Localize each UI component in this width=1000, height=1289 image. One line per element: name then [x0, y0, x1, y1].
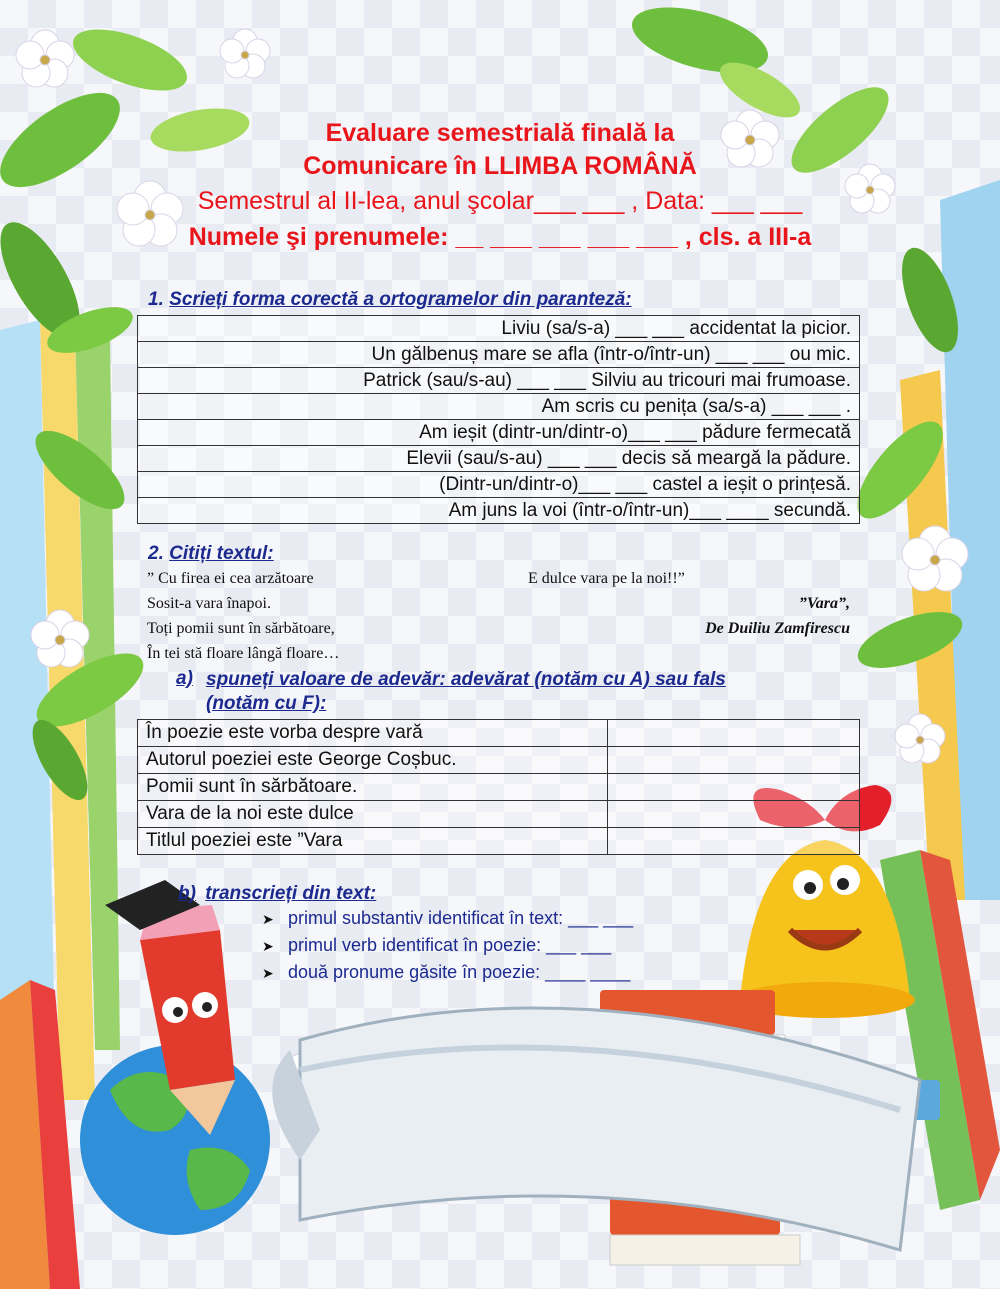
- table-row: [138, 368, 860, 394]
- part-a-text-line-1: spuneți valoare de adevăr: adevărat (notăm cu A) sau fals: [206, 669, 726, 690]
- table-row: [138, 828, 860, 855]
- part-a-text-line-2: (notăm cu F):: [206, 693, 327, 714]
- exercise-1-heading: [148, 289, 632, 311]
- sentence-cell[interactable]: Liviu (sa/s-a) ___ ___ accidentat la picior.: [138, 316, 860, 342]
- ribbon-banner-decoration: [272, 1008, 920, 1250]
- part-a-label: [176, 668, 193, 690]
- arrow-bullet-icon: ➤: [262, 938, 274, 954]
- part-b-heading: [178, 883, 376, 905]
- statement-cell: Titlul poeziei este ”Vara: [138, 828, 608, 855]
- poem-title: ”Vara”,: [798, 595, 850, 612]
- sentence-cell[interactable]: Am juns la voi (într-o/într-un)___ ____ secundă.: [138, 498, 860, 524]
- sentence-cell[interactable]: Elevii (sau/s-au) ___ ___ decis să meargă la pădure.: [138, 446, 860, 472]
- title-line-1: Evaluare semestrială finală la: [325, 119, 675, 147]
- exercise-1-table: [137, 315, 860, 524]
- exercise-1-number: 1.: [148, 289, 164, 310]
- list-item-text[interactable]: două pronume găsite în poezie: ____ ____: [288, 962, 631, 982]
- poem-line-1: ” Cu firea ei cea arzătoare: [147, 570, 314, 587]
- exercise-2-title: Citiți textul:: [169, 543, 274, 564]
- exercise-2-number: 2.: [148, 543, 164, 564]
- exercise-2-heading: [148, 543, 274, 565]
- table-row: [138, 472, 860, 498]
- answer-cell[interactable]: [608, 774, 860, 801]
- statement-cell: Autorul poeziei este George Coșbuc.: [138, 747, 608, 774]
- list-item: [262, 935, 611, 956]
- poem-line-5: E dulce vara pe la noi!!”: [528, 570, 685, 587]
- list-item-text[interactable]: primul verb identificat în poezie: ___ ___: [288, 935, 612, 955]
- table-row: [138, 774, 860, 801]
- statement-cell: Pomii sunt în sărbătoare.: [138, 774, 608, 801]
- answer-cell[interactable]: [608, 801, 860, 828]
- list-item: [262, 962, 630, 983]
- exercise-1-title: Scrieți forma corectă a ortogramelor din paranteză:: [169, 289, 632, 310]
- poem-line-2: Sosit-a vara înapoi.: [147, 595, 271, 612]
- arrow-bullet-icon: ➤: [262, 911, 274, 927]
- sentence-cell[interactable]: Am ieșit (dintr-un/dintr-o)___ ___ pădure fermecată: [138, 420, 860, 446]
- table-row: [138, 342, 860, 368]
- sentence-cell[interactable]: (Dintr-un/dintr-o)___ ___ castel a ieșit o prințesă.: [138, 472, 860, 498]
- table-row: [138, 420, 860, 446]
- title-line-2: Comunicare în LLIMBA ROMÂNĂ: [303, 152, 697, 180]
- sentence-cell[interactable]: Am scris cu penița (sa/s-a) ___ ___ .: [138, 394, 860, 420]
- statement-cell: În poezie este vorba despre vară: [138, 720, 608, 747]
- poem-line-4: În tei stă floare lângă floare…: [147, 645, 340, 662]
- sentence-cell[interactable]: Patrick (sau/s-au) ___ ___ Silviu au tricouri mai frumoase.: [138, 368, 860, 394]
- table-row: [138, 446, 860, 472]
- table-row: [138, 801, 860, 828]
- table-row: [138, 316, 860, 342]
- part-b-letter: b): [178, 883, 196, 904]
- statement-cell: Vara de la noi este dulce: [138, 801, 608, 828]
- answer-cell[interactable]: [608, 828, 860, 855]
- poem-author: De Duiliu Zamfirescu: [705, 620, 850, 637]
- part-a-instruction: [206, 668, 846, 716]
- semester-date-line: Semestrul al II-lea, anul şcolar___ ___ , Data: ___ ___: [197, 187, 803, 215]
- part-a-letter: a): [176, 668, 193, 689]
- list-item: [262, 908, 633, 929]
- part-b-text: transcrieți din text:: [205, 883, 377, 904]
- answer-cell[interactable]: [608, 747, 860, 774]
- table-row: [138, 720, 860, 747]
- poem-line-3: Toți pomii sunt în sărbătoare,: [147, 620, 335, 637]
- list-item-text[interactable]: primul substantiv identificat în text: ___ ___: [288, 908, 634, 928]
- table-row: [138, 498, 860, 524]
- answer-cell[interactable]: [608, 720, 860, 747]
- table-row: [138, 747, 860, 774]
- arrow-bullet-icon: ➤: [262, 965, 274, 981]
- true-false-table: [137, 719, 860, 855]
- table-row: [138, 394, 860, 420]
- student-name-line: Numele şi prenumele: __ ___ ___ ___ ___ , cls. a III-a: [188, 223, 812, 251]
- sentence-cell[interactable]: Un gălbenuș mare se afla (într-o/într-un) ___ ___ ou mic.: [138, 342, 860, 368]
